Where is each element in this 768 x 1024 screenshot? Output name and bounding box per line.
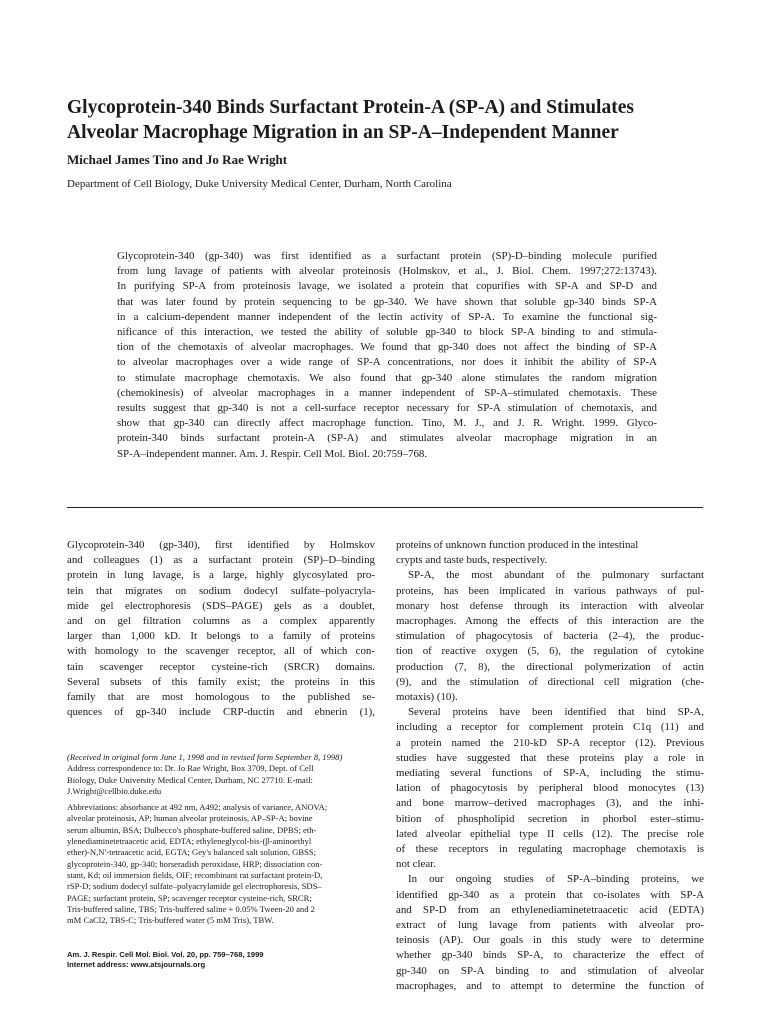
note-line: Tris-buffered saline, TBS; Tris-buffered saline + 0.05% Tween-20 and 2 [67, 903, 315, 914]
note-line: Biology, Duke University Medical Center, Durham, NC 27710. E-mail: [67, 774, 313, 785]
title-line: Alveolar Macrophage Migration in an SP-A–Independent Manner [67, 122, 619, 143]
abstract-line: In purifying SP-A from proteinosis lavage, we isolated a protein that copurifies with SP-A and SP-D and [117, 280, 657, 293]
correspondence-note: Address correspondence to: Dr. Jo Rae Wright, Box 3709, Dept. of Cell [67, 763, 314, 774]
body-line: and colleagues (1) as a surfactant protein (SP)–D–binding [67, 554, 375, 567]
body-line: and on gel filtration columns as a complex apparently [67, 615, 375, 628]
body-line: quences of gp-340 include CRP-ductin and ebnerin (1), [67, 706, 375, 719]
body-line: protein in lung lavage, is a large, highly glycosylated pro- [67, 569, 375, 582]
body-line: lated alveolar epithelial type II cells (12). The precise role [396, 827, 704, 840]
journal-citation: Am. J. Respir. Cell Mol. Biol. Vol. 20, pp. 759–768, 1999 [67, 950, 264, 959]
body-line: and bone marrow–derived macrophages (3), and the inhi- [396, 797, 704, 810]
body-line: proteins, has been implicated in various pathways of pul- [396, 584, 704, 597]
abstract-line: from lung lavage of patients with alveolar proteinosis (Holmskov, et al., J. Biol. Chem. 1997;272:13743). [117, 265, 657, 278]
body-line: production (7, 8), the directional polymerization of actin [396, 660, 704, 673]
note-line: mM CaCl2, TBS-C; Tris-buffered water (5 mM Tris), TBW. [67, 915, 274, 926]
body-line: tain scavenger receptor cysteine-rich (SRCR) domains. [67, 660, 375, 673]
body-line: and SP-D from an ethylenediaminetetraacetic acid (EDTA) [396, 903, 704, 916]
body-line: studies have suggested that these proteins play a role in [396, 751, 704, 764]
journal-website-link[interactable]: Internet address: www.atsjournals.org [67, 960, 206, 969]
body-line: stimulation of phagocytosis of bacteria (2–4), the produc- [396, 630, 704, 643]
note-line: ether)-N,N′-tetraacetic acid, EGTA; Gey's balanced salt solution, GBSS; [67, 847, 317, 858]
abstract-line: show that gp-340 can directly affect macrophage function. Tino, M. J., and J. R. Wright. 1999. Glyco- [117, 417, 657, 430]
body-line: family that are most homologous to the published se- [67, 691, 375, 704]
body-line: Several subsets of this family exist; the proteins in this [67, 675, 375, 688]
abstract-line: Glycoprotein-340 (gp-340) was first identified as a surfactant protein (SP)-D–binding molecule purified [117, 250, 657, 262]
note-line: rSP-D; sodium dodecyl sulfate–polyacrylamide gel electrophoresis, SDS– [67, 881, 322, 892]
body-line: including a receptor for complement protein C1q (11) and [396, 721, 704, 734]
abstract-line: (chemokinesis) of alveolar macrophages in a manner independent of SP-A–stimulated chemotaxis. These [117, 386, 657, 399]
journal-footer [67, 950, 264, 970]
note-line: PAGE; surfactant protein, SP; scavenger receptor cysteine-rich, SRCR; [67, 892, 312, 903]
abstract [117, 249, 657, 462]
body-line: SP-A, the most abundant of the pulmonary surfactant [408, 569, 704, 582]
body-line: lation of phagocytosis by peripheral blood monocytes (13) [396, 782, 704, 795]
abstract-line: results suggest that gp-340 is not a cell-surface receptor necessary for SP-A stimulation of chemotaxis, and [117, 402, 657, 415]
body-line: motaxis) (10). [396, 691, 458, 704]
body-line: a protein named the 210-kD SP-A receptor (12). Previous [396, 736, 704, 749]
abstract-line: protein-340 binds surfactant protein-A (SP-A) and stimulates alveolar macrophage migration in an [117, 432, 657, 445]
note-line: alveolar proteinosis, AP; human alveolar proteinosis, AP–SP-A; bovine [67, 813, 313, 824]
body-line: not clear. [396, 858, 436, 871]
body-line: bition of phospholipid secretion in phorbol ester–stimu- [396, 812, 704, 825]
body-column-right [396, 538, 704, 994]
authors: Michael James Tino and Jo Rae Wright [67, 152, 288, 167]
email-link[interactable]: J.Wright@cellbio.duke.edu [67, 785, 162, 796]
body-line: mide gel electrophoresis (SDS–PAGE) gels as a doublet, [67, 599, 375, 612]
received-note: (Received in original form June 1, 1998 and in revised form September 8, 1998) [67, 752, 343, 762]
body-line: proteins of unknown function produced in the intestinal [396, 539, 639, 551]
body-line: crypts and taste buds, respectively. [396, 554, 548, 567]
abstract-line: tion of the chemotaxis of alveolar macrophages. We found that gp-340 does not affect the binding of SP-A [117, 341, 657, 354]
body-line: mediating several functions of SP-A, including the stimu- [396, 767, 704, 780]
body-line: (9), and the stimulation of directional cell migration (che- [396, 675, 704, 688]
note-line: serum albumin, BSA; Dulbecco's phosphate-buffered saline, DPBS; eth- [67, 824, 317, 835]
body-line: Several proteins have been identified that bind SP-A, [408, 706, 704, 719]
affiliation: Department of Cell Biology, Duke University Medical Center, Durham, North Carolina [67, 178, 452, 190]
abstract-line: to stimulate macrophage chemotaxis. We also found that gp-340 alone stimulates the random migration [117, 371, 657, 384]
body-line: monary host defense through its interaction with alveolar [396, 599, 704, 612]
abstract-line: nificance of this interaction, we tested the ability of soluble gp-340 to block SP-A binding to and stimula- [117, 326, 657, 339]
body-line: identified gp-340 as a protein that co-isolates with SP-A [396, 888, 704, 901]
body-line: macrophages. Among the effects of this interaction are the [396, 615, 704, 628]
body-line: tion of reactive oxygen (5, 6), the regulation of cytokine [396, 645, 704, 658]
body-line: macrophages, and to attempt to determine the function of [396, 979, 704, 992]
body-line: tein that migrates on sodium dodecyl sulfate–polyacryla- [67, 584, 375, 597]
article-title [67, 95, 717, 145]
note-line: ylenediaminetetraacetic acid, EDTA; ethyleneglycol-bis-(β-aminoethyl [67, 836, 312, 847]
body-line: teinosis (AP). Our goals in this study were to determine [396, 934, 704, 947]
body-line: gp-340 on SP-A binding to and stimulation of alveolar [396, 964, 704, 977]
abstract-line: that was later found by protein sequencing to be gp-340. We have shown that soluble gp-340 binds SP-A [117, 295, 657, 308]
note-line: stant, Kd; oil immersion fields, OIF; recombinant rat surfactant protein-D, [67, 869, 323, 880]
body-line: extract of lung lavage from patients with alveolar pro- [396, 919, 704, 932]
abbreviations-note: Abbreviations: absorbance at 492 nm, A492; analysis of variance, ANOVA; [67, 802, 328, 813]
body-line: In our ongoing studies of SP-A–binding proteins, we [408, 873, 704, 886]
body-line: larger than 1,000 kD. It belongs to a family of proteins [67, 630, 375, 643]
section-divider [67, 507, 703, 508]
note-line: glycoprotein-340, gp-340; horseradish peroxidase, HRP; dissociation con- [67, 858, 323, 869]
body-column-left [67, 538, 375, 720]
body-line: whether gp-340 binds SP-A, to characterize the effect of [396, 949, 704, 962]
abstract-line: SP-A–independent manner. Am. J. Respir. Cell Mol. Biol. 20:759–768. [117, 447, 428, 460]
body-line: with homology to the scavenger receptor, all of which con- [67, 645, 375, 658]
body-line: of these receptors in regulating macrophage chemotaxis is [396, 843, 704, 856]
abstract-line: to alveolar macrophages over a wide range of SP-A concentrations, nor does it inhibit the ability of SP-A [117, 356, 657, 369]
abstract-line: in a calcium-dependent manner independent of the lectin activity of SP-A. To examine the functional sig- [117, 310, 657, 323]
body-line: Glycoprotein-340 (gp-340), first identified by Holmskov [67, 539, 375, 551]
footnotes [67, 752, 375, 926]
title-line: Glycoprotein-340 Binds Surfactant Protein-A (SP-A) and Stimulates [67, 97, 634, 118]
